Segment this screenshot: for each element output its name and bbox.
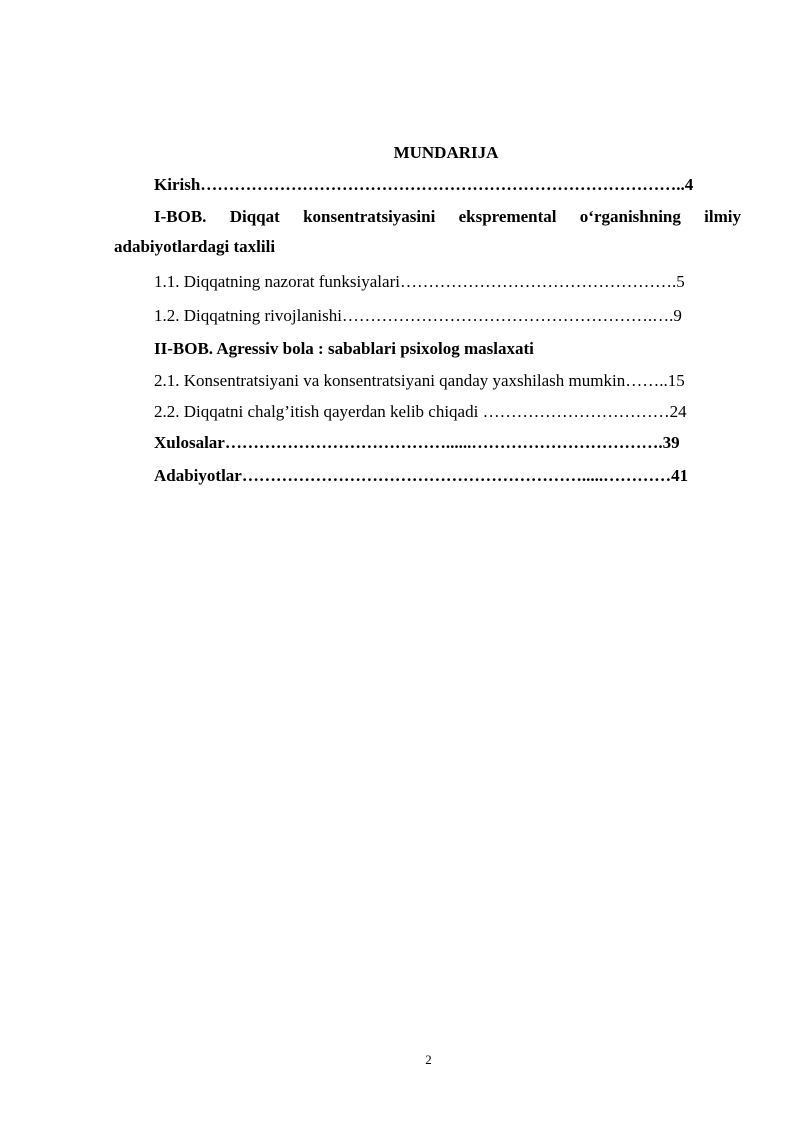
toc-chapter-1-line-2: adabiyotlardagi taxlili [114,237,276,256]
toc-entry-1-2: 1.2. Diqqatning rivojlanishi……………………………………………….….9 [154,306,682,325]
toc-entry-adabiyotlar: Adabiyotlar…………………………………………………….....…………41 [154,466,689,485]
page-title: MUNDARIJA [393,143,499,162]
toc-entry-xulosalar: Xulosalar…………………………………......…………………………….39 [154,433,680,452]
toc-entry-1-1: 1.1. Diqqatning nazorat funksiyalari………………………………………….5 [154,272,685,291]
toc-chapter-1 [114,202,741,262]
toc-chapter-1-line-1: I-BOB. Diqqat konsentratsiyasini ekspremental o‘rganishning ilmiy [154,207,741,226]
toc-entry-2-2: 2.2. Diqqatni chalg’itish qayerdan kelib chiqadi ……………………………24 [154,402,687,421]
toc-entry-2-1: 2.1. Konsentratsiyani va konsentratsiyani qanday yaxshilash mumkin……..15 [154,371,685,390]
page-number: 2 [425,1052,432,1067]
toc-chapter-2: II-BOB. Agressiv bola : sabablari psixolog maslaxati [154,339,534,358]
toc-entry-kirish: Kirish…………………………………………………………………………..4 [154,175,694,194]
